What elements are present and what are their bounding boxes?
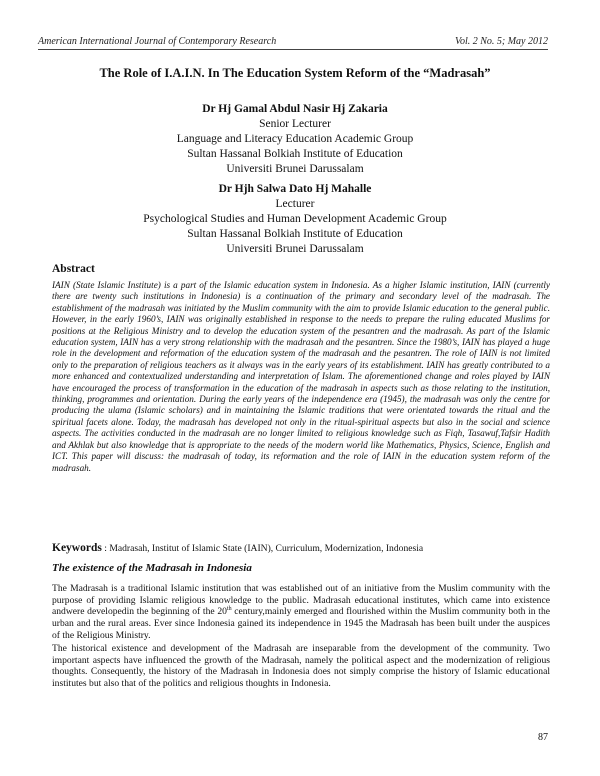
header-rule [38, 49, 548, 50]
author-group: Psychological Studies and Human Development Academic Group [143, 213, 447, 225]
keywords-label: Keywords [52, 542, 102, 554]
author-university: Universiti Brunei Darussalam [226, 243, 364, 255]
author-2 [40, 182, 550, 257]
author-name: Dr Hjh Salwa Dato Hj Mahalle [218, 183, 372, 195]
author-role: Senior Lecturer [259, 118, 331, 130]
journal-name: American International Journal of Contemporary Research [38, 36, 277, 47]
author-role: Lecturer [275, 198, 315, 210]
author-list [40, 102, 550, 257]
journal-issue: Vol. 2 No. 5; May 2012 [454, 36, 548, 47]
page-number: 87 [538, 732, 548, 743]
author-name: Dr Hj Gamal Abdul Nasir Hj Zakaria [202, 103, 388, 115]
body-paragraph-2: The historical existence and development of the Madrasah are inseparable from the development of the community. Two important aspects have influenced the growth of the Madrasah, namely the political aspect and the modernization of religious thoughts. Consequently, the history of the Madrasah in Indonesia does not simply comprise the history of Islamic educational institutes but also that of the politics and religious thoughts in Indonesia. [52, 643, 550, 690]
abstract-text: IAIN (State Islamic Institute) is a part of the Islamic education system in Indonesia. As a higher Islamic institution, IAIN (currently there are twenty such institutions in Indonesia) is a continuation of the primary and secondary level of the madrasah. The establishment of the madrasah was initiated by the Muslim community with the aim to provide Islamic education to the general public. However, in the early 1960’s, IAIN was originally established in response to the needs to prepare the ruling educated Muslims for positions at the Religious Ministry and to develop the education system of the pesantren and the madrasah. As part of the Islamic education system, IAIN has a very strong relationship with the madrasah and the pesantren. Since the 1980’s, IAIN has played a huge role in the development and reformation of the education system of the madrasah and the pesantren. The role of IAIN is not limited only to the preparation of religious teachers as it always was in the early years of its establishment. IAIN has greatly contributed to a more enhanced and contextualized understanding and interpretation of Islam. The aforementioned change and roles played by IAIN have encouraged the process of transformation in the education of the madrasah in aspects such as those relating to the institution, thinking, programmes and orientation. During the early years of the independence era (1945), the madrasah was only the centre for producing the ulama (Islamic scholars) and in maintaining the Islamic traditions that were orientated towards the ritual and the spiritual facets alone. Today, the madrasah has developed not only in the ritual-spiritual aspects but also in the social and science aspects. The activities conducted in the madrasah are no longer limited to religious knowledge such as Fiqh, Tasawuf,Tafsir Hadith and Akhlak but also knowledge that is appropriate to the needs of the modern world like Mathematics, Physics, Science, English and ICT. This paper will discuss: the madrasah of today, its reformation and the role of IAIN in the education system reform of the madrasah. [52, 280, 550, 473]
abstract-heading: Abstract [52, 263, 95, 275]
para1-text-start: The Madrasah is a traditional Islamic institution that was established out of an initiative from the Muslim community with the purpose of providing Islamic religious knowledge to the public. Madrasah educational institutes, which came into existence andwere developedin the beginning of the 20 [52, 583, 550, 618]
author-institute: Sultan Hassanal Bolkiah Institute of Education [187, 228, 403, 240]
running-header [38, 36, 548, 47]
keywords-line [52, 542, 550, 555]
author-university: Universiti Brunei Darussalam [226, 163, 364, 175]
body-paragraph-1 [52, 583, 550, 642]
para1-text-end: century,mainly emerged and flourished within the Muslim community both in the urban and the rural areas. Ever since Indonesia gained its independence in 1945 the Madrasah has been built under the auspices of the Religious Ministry. [52, 606, 550, 641]
section-heading: The existence of the Madrasah in Indonesia [52, 562, 252, 574]
keywords-text: Madrasah, Institut of Islamic State (IAIN), Curriculum, Modernization, Indonesia [109, 543, 424, 554]
paper-title: The Role of I.A.I.N. In The Education System Reform of the “Madrasah” [99, 66, 491, 80]
author-institute: Sultan Hassanal Bolkiah Institute of Education [187, 148, 403, 160]
ordinal-suffix: th [226, 606, 232, 613]
keywords-separator: : [101, 543, 110, 554]
author-group: Language and Literacy Education Academic Group [176, 133, 414, 145]
author-1 [40, 102, 550, 177]
